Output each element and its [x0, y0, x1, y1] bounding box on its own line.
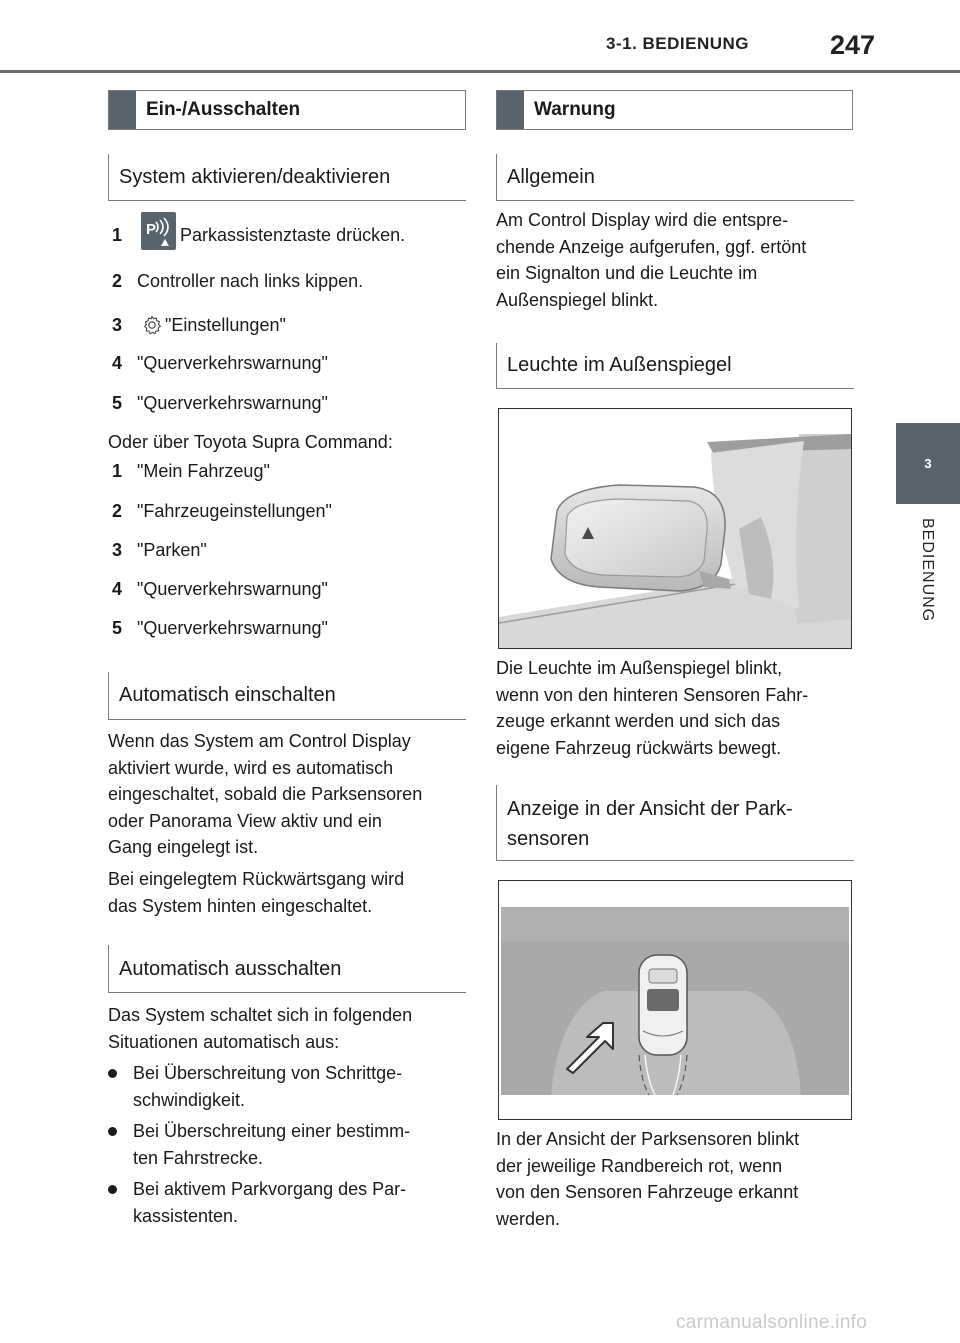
text-line: wenn von den hinteren Sensoren Fahr-	[496, 684, 809, 705]
step-text: "Mein Fahrzeug"	[137, 461, 270, 481]
chapter-side-label-text: BEDIENUNG	[919, 518, 936, 623]
subheading-automatisch-ausschalten	[108, 945, 466, 993]
text-line: In der Ansicht der Parksensoren blinkt	[496, 1129, 800, 1149]
step-text: Controller nach links kippen.	[137, 271, 364, 291]
auto-on-paragraph	[108, 728, 468, 861]
park-sensor-illustration	[499, 881, 851, 1119]
bullet-dot	[108, 1127, 117, 1136]
text-line: schwindigkeit.	[133, 1090, 246, 1110]
text-line: Bei aktivem Parkvorgang des Par-	[133, 1179, 407, 1199]
page-number: 247	[830, 30, 876, 60]
header-rule	[0, 70, 960, 73]
svg-text:P: P	[146, 221, 157, 238]
general-paragraph	[496, 207, 856, 313]
text-line: von den Sensoren Fahrzeuge erkannt	[496, 1182, 799, 1202]
subheading-text	[507, 794, 793, 854]
section-box-warnung	[496, 90, 853, 130]
text-line: aktiviert wurde, wird es automatisch	[108, 757, 394, 778]
step-number: 5	[112, 393, 123, 413]
chapter-tab[interactable]: 3	[896, 423, 960, 504]
bullet-dot	[108, 1069, 117, 1078]
section-box-title: Ein-/Ausschalten	[146, 99, 301, 120]
section-box-bar	[497, 91, 524, 129]
mirror-paragraph	[496, 655, 856, 761]
step-a1	[112, 222, 137, 248]
bullet-item	[133, 1176, 463, 1230]
text-line: oder Panorama View aktiv und ein	[108, 810, 382, 831]
text-line: Gang eingelegt ist.	[108, 837, 259, 857]
subheading-text: Leuchte im Außenspiegel	[507, 354, 732, 376]
step-text: "Parken"	[137, 540, 207, 560]
step-a1-text: Parkassistenztaste drücken.	[180, 225, 406, 245]
text-line: Die Leuchte im Außenspiegel blinkt,	[496, 658, 783, 678]
reverse-gear-paragraph	[108, 866, 468, 919]
text-line: Bei eingelegtem Rückwärtsgang wird	[108, 869, 405, 889]
step-a5	[112, 390, 328, 416]
step-number: 2	[112, 271, 123, 291]
step-text: "Fahrzeugeinstellungen"	[137, 501, 332, 521]
step-b2	[112, 498, 332, 524]
step-number: 3	[112, 315, 123, 335]
step-text: "Querverkehrswarnung"	[137, 393, 328, 413]
step-b4	[112, 576, 328, 602]
text-line: ein Signalton und die Leuchte im	[496, 263, 758, 283]
text-line: chende Anzeige aufgerufen, ggf. ertönt	[496, 236, 807, 257]
park-sensor-view-figure	[498, 880, 852, 1120]
section-box-title: Warnung	[534, 99, 616, 120]
step-a3-text: "Einstellungen"	[165, 315, 286, 335]
text-line: kassistenten.	[133, 1206, 239, 1226]
text-line: Außenspiegel blinkt.	[496, 289, 659, 310]
text-line: das System hinten eingeschaltet.	[108, 895, 373, 916]
step-a2	[112, 268, 363, 294]
auto-off-paragraph	[108, 1002, 468, 1055]
step-number: 1	[112, 225, 123, 245]
subheading-text: Allgemein	[507, 166, 595, 188]
text-line: Das System schaltet sich in folgenden	[108, 1005, 413, 1025]
chapter-side-label	[868, 518, 960, 638]
subheading-automatisch-einschalten	[108, 672, 466, 720]
text-line: Bei Überschreitung einer bestimm-	[133, 1121, 411, 1141]
subheading-system-aktivieren	[108, 154, 466, 201]
step-number: 1	[112, 461, 123, 481]
mirror-light-figure	[498, 408, 852, 649]
subheading-allgemein	[496, 154, 854, 201]
text-line: Wenn das System am Control Display	[108, 731, 411, 751]
sensor-paragraph	[496, 1126, 856, 1232]
text-line: Am Control Display wird die entspre-	[496, 210, 789, 230]
text-line: der jeweilige Randbereich rot, wenn	[496, 1155, 783, 1176]
step-number: 3	[112, 540, 123, 560]
bullet-dot	[108, 1185, 117, 1194]
section-box-bar	[109, 91, 136, 129]
or-command-text: Oder über Toyota Supra Command:	[108, 432, 393, 452]
step-a3	[112, 312, 137, 338]
subheading-leuchte	[496, 343, 854, 389]
step-b1	[112, 458, 270, 484]
bullet-item	[133, 1060, 463, 1114]
text-line: ten Fahrstrecke.	[133, 1148, 264, 1168]
subheading-text: Automatisch ausschalten	[119, 958, 342, 980]
text-line: eingeschaltet, sobald die Parksensoren	[108, 784, 423, 804]
text-line: Situationen automatisch aus:	[108, 1031, 340, 1052]
running-header-section: 3-1. BEDIENUNG	[606, 34, 750, 53]
text-line: sensoren	[507, 828, 590, 850]
site-watermark: carmanualsonline.info	[676, 1312, 868, 1333]
step-b5	[112, 615, 328, 641]
text-line: zeuge erkannt werden und sich das	[496, 711, 781, 731]
step-number: 5	[112, 618, 123, 638]
step-text: "Querverkehrswarnung"	[137, 618, 328, 638]
settings-gear-icon	[141, 314, 163, 336]
section-box-ein-ausschalten	[108, 90, 466, 130]
text-line: eigene Fahrzeug rückwärts bewegt.	[496, 737, 782, 758]
side-mirror-illustration	[499, 409, 851, 648]
text-line: Bei Überschreitung von Schrittge-	[133, 1063, 403, 1083]
subheading-text: System aktivieren/deaktivieren	[119, 166, 391, 188]
subheading-text: Automatisch einschalten	[119, 684, 336, 706]
step-a4	[112, 350, 328, 376]
step-b3	[112, 537, 207, 563]
gear-icon	[141, 314, 163, 336]
step-number: 4	[112, 353, 123, 373]
step-number: 2	[112, 501, 123, 521]
bullet-item	[133, 1118, 463, 1172]
subheading-anzeige-parksensoren	[496, 785, 854, 861]
step-text: "Querverkehrswarnung"	[137, 353, 328, 373]
park-assist-button-icon	[141, 212, 176, 250]
step-text: "Querverkehrswarnung"	[137, 579, 328, 599]
text-line: Anzeige in der Ansicht der Park-	[507, 798, 793, 820]
text-line: werden.	[496, 1208, 561, 1229]
step-number: 4	[112, 579, 123, 599]
park-assist-symbol	[141, 212, 176, 250]
